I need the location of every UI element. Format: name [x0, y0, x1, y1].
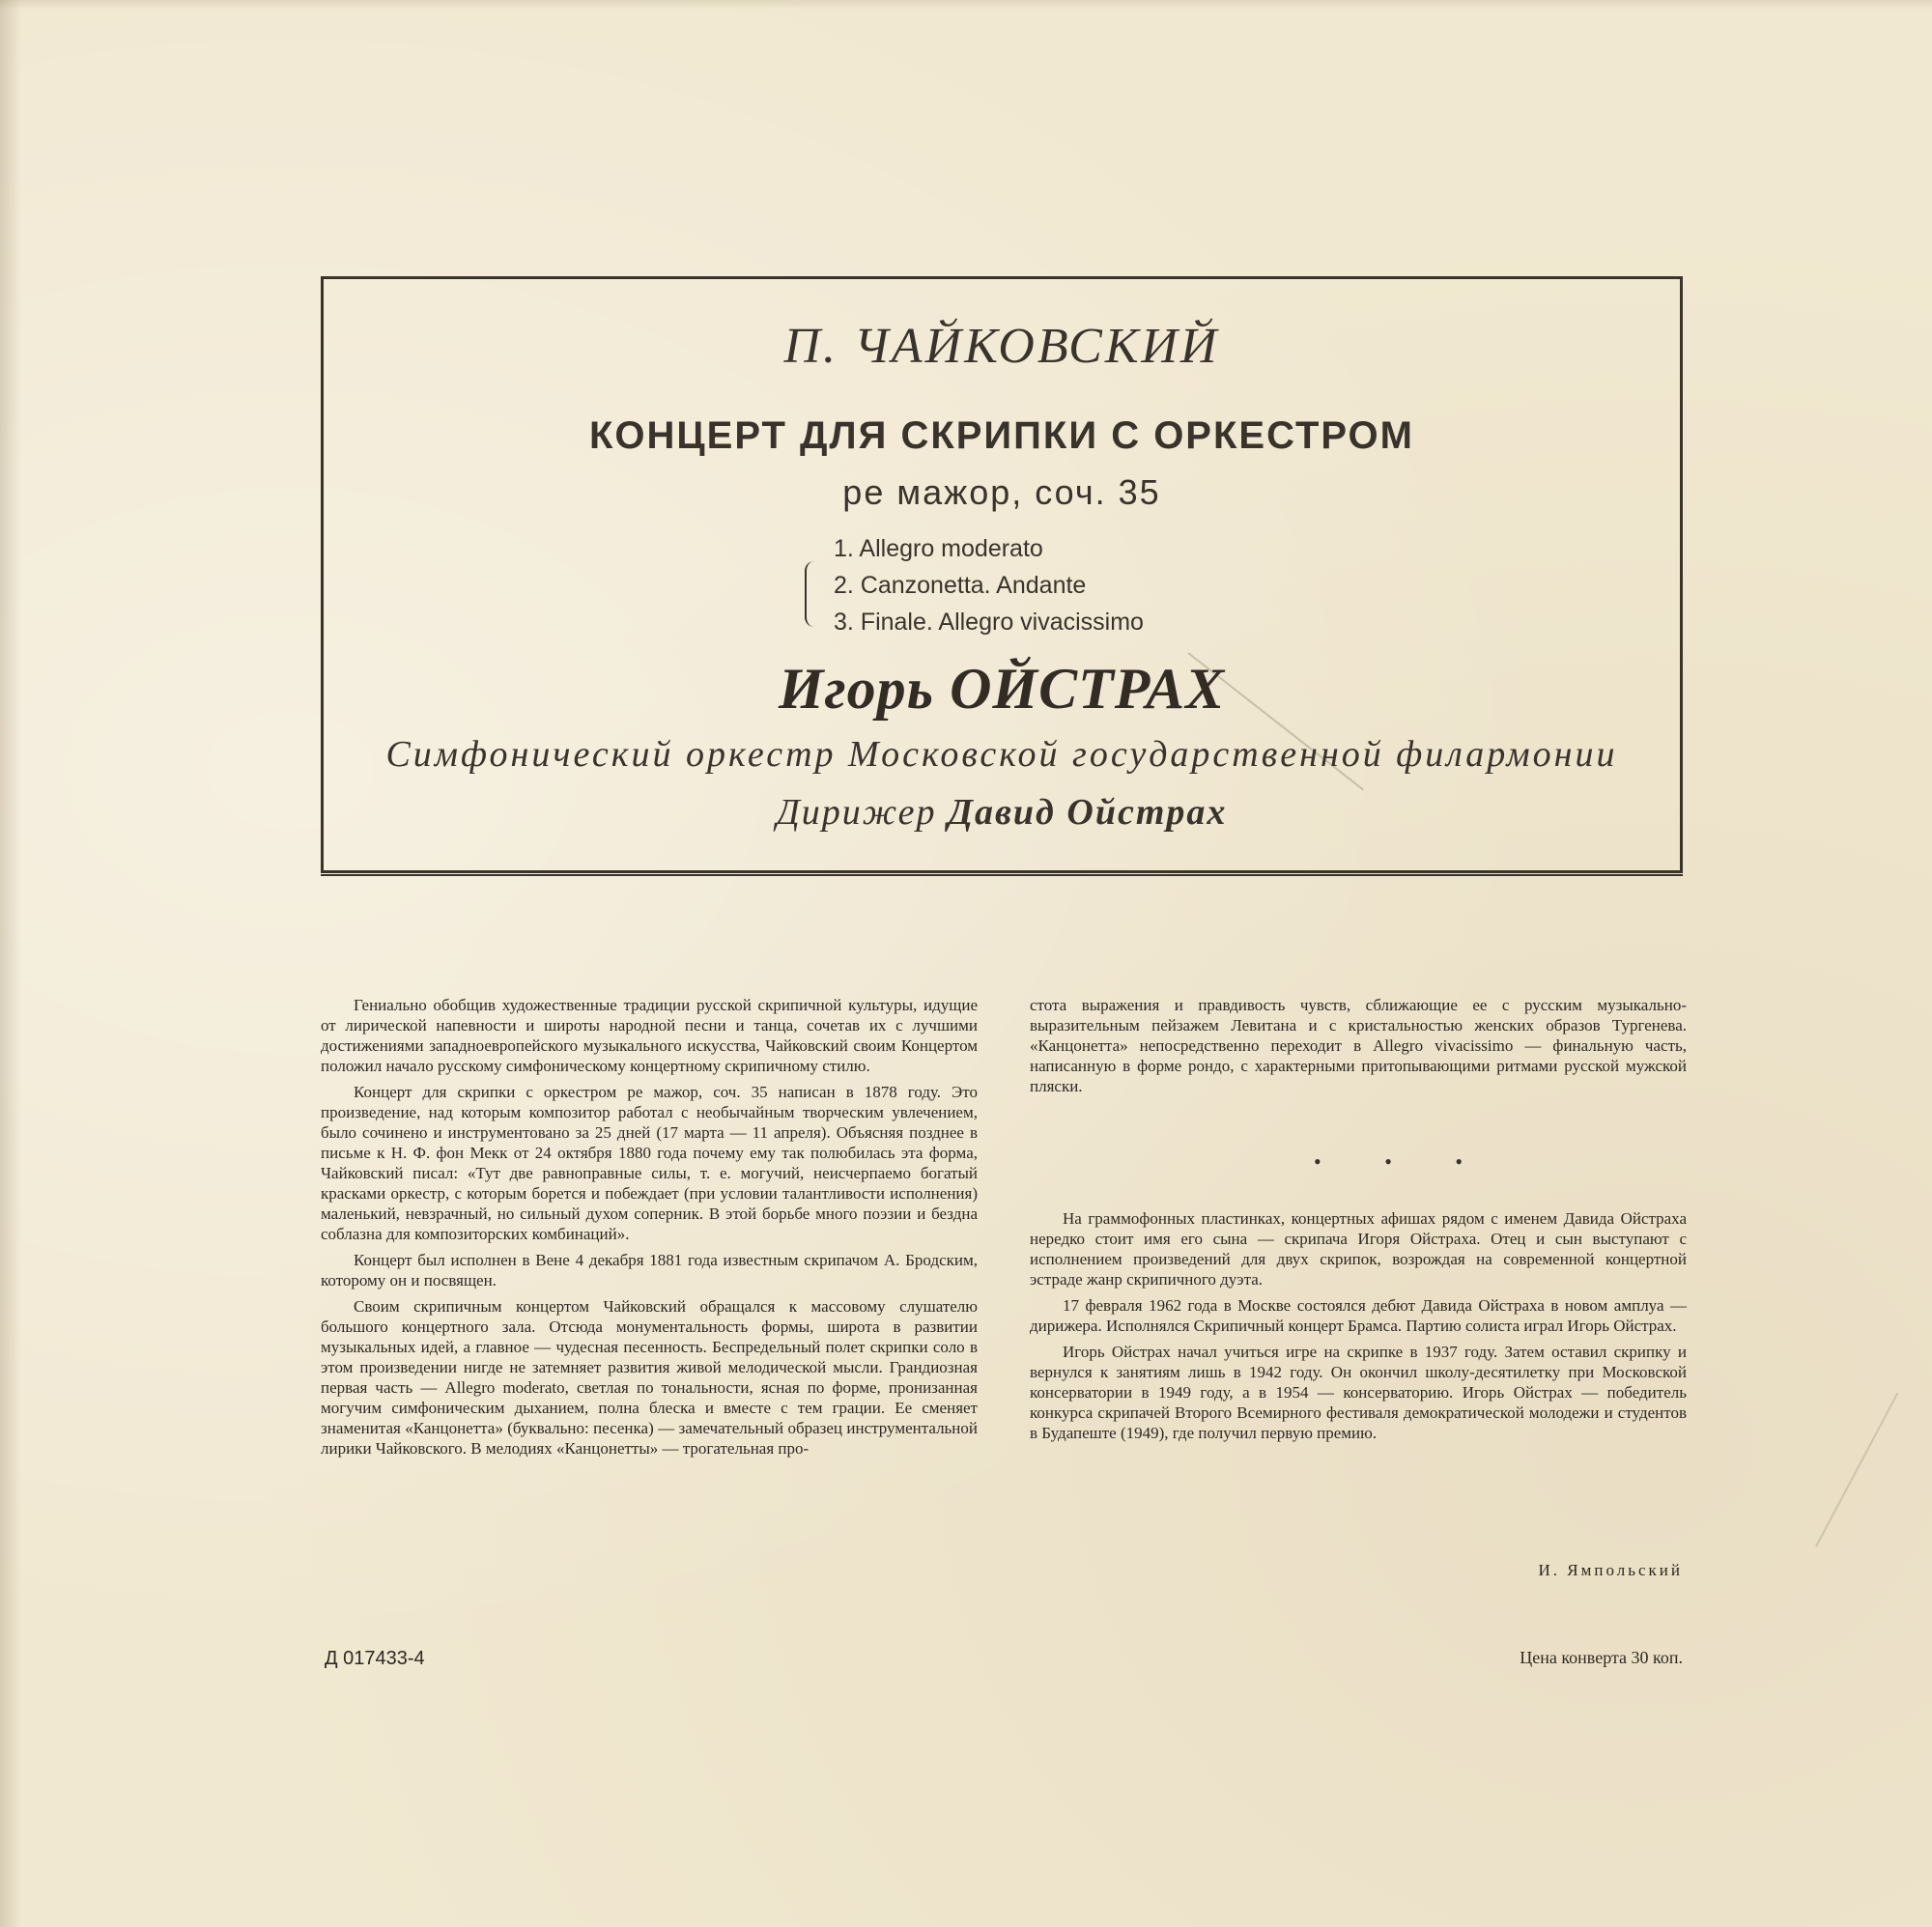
- notes-paragraph: Гениально обобщив художественные традиции русской скрипичной культуры, идущие от лирической напевности и широты народной песни и танца, сочетав их с лучшими достижениями западноевропейского музыкального искусства, Чайковский своим Концертом положил начало русскому симфоническому концертному скрипичному стилю.: [321, 996, 978, 1075]
- conductor-name: Давид Ойстрах: [947, 792, 1228, 833]
- notes-paragraph: Концерт был исполнен в Вене 4 декабря 1881 года известным скрипачом А. Бродским, которому он и посвящен.: [321, 1251, 978, 1289]
- liner-notes-right-column: [1030, 995, 1687, 1449]
- section-separator: • • •: [1314, 1149, 1492, 1174]
- notes-paragraph: Концерт для скрипки с оркестром ре мажор, соч. 35 написан в 1878 году. Это произведение, над которым композитор работал с необычайным творческим увлечением, было сочинено и инструментовано за 25 дней (17 марта — 11 апреля). Объясняя позднее в письме к Н. Ф. фон Мекк от 24 октября 1880 года почему ему так полюбилась эта форма, Чайковский писал: «Тут две равноправные силы, т. е. могучий, неисчерпаемо богатый красками оркестр, с которым борется и побеждает (при условии талантливости исполнения) маленький, невзрачный, но сильный духом соперник. В этой борьбе много поэзии и бездна соблазна для композиторских комбинаций».: [321, 1083, 978, 1243]
- sleeve-top-shadow: [0, 0, 1932, 10]
- notes-paragraph: Своим скрипичным концертом Чайковский обращался к массовому слушателю большого концертного зала. Отсюда монументальность формы, широта в развитии музыкальных идей, а главное — чудесная песенность. Беспредельный полет скрипки соло в этом произведении нигде не затемняет развития живой мелодической мысли. Грандиозная первая часть — Allegro moderato, светлая по тональности, ясная по форме, пронизанная могучим симфоническим дыханием, полна блеска и вместе с тем грации. Ее сменяет знаменитая «Канцонетта» (буквально: песенка) — замечательный образец инструментальной лирики Чайковского. В мелодиях «Канцонетты» — трогательная про-: [321, 1297, 978, 1458]
- movement-list: [834, 530, 1317, 640]
- title-box-underline: [321, 874, 1683, 876]
- movement-item: 1. Allegro moderato: [834, 535, 1043, 562]
- liner-notes-left-column: [321, 995, 978, 1464]
- paper-crease: [1815, 1393, 1898, 1547]
- sleeve-price: Цена конверта 30 коп.: [1520, 1648, 1683, 1667]
- movement-item: 3. Finale. Allegro vivacissimo: [834, 609, 1144, 636]
- catalog-number: Д 017433-4: [325, 1648, 425, 1669]
- conductor-line: [324, 791, 1680, 834]
- sleeve-edge-shadow: [0, 0, 21, 1927]
- work-title: КОНЦЕРТ ДЛЯ СКРИПКИ С ОРКЕСТРОМ: [589, 414, 1414, 457]
- side-brace: [805, 561, 816, 627]
- notes-paragraph: 17 февраля 1962 года в Москве состоялся дебют Давида Ойстраха в новом амплуа — дирижера. Исполнялся Скрипичный концерт Брамса. Партию солиста играл Игорь Ойстрах.: [1030, 1296, 1687, 1335]
- notes-paragraph: Игорь Ойстрах начал учиться игре на скрипке в 1937 году. Затем оставил скрипку и вернулся к занятиям лишь в 1942 году. Он окончил школу-десятилетку при Московской консерватории в 1949 году, а в 1954 — консерваторию. Игорь Ойстрах — победитель конкурса скрипачей Второго Всемирного фестиваля демократической молодежи и студентов в Будапеште (1949), где получил первую премию.: [1030, 1343, 1687, 1442]
- composer-name: П. ЧАЙКОВСКИЙ: [783, 319, 1220, 374]
- notes-paragraph-continued: стота выражения и правдивость чувств, сближающие ее с русским музыкально-выразительным пейзажем Левитана и с кристальностью женских образов Тургенева. «Канцонетта» непосредственно переходит в Allegro vivacissimo — финальную часть, написанную в форме рондо, с характерными притопывающими ритмами русской мужской пляски.: [1030, 996, 1687, 1095]
- notes-author: И. Ямпольский: [1538, 1561, 1683, 1579]
- orchestra-name: Симфонический оркестр Московской государственной филармонии: [385, 734, 1618, 775]
- movement-item: 2. Canzonetta. Andante: [834, 572, 1087, 599]
- soloist-name: Игорь ОЙСТРАХ: [778, 657, 1226, 721]
- title-box: [321, 276, 1683, 873]
- notes-paragraph: На граммофонных пластинках, концертных афишах рядом с именем Давида Ойстраха нередко стоит имя его сына — скрипача Игоря Ойстраха. Отец и сын выступают с исполнением произведений для двух скрипок, возрождая на современной концертной эстраде жанр скрипичного дуэта.: [1030, 1209, 1687, 1289]
- work-key-opus: ре мажор, соч. 35: [842, 472, 1161, 512]
- conductor-label: Дирижер: [776, 792, 937, 833]
